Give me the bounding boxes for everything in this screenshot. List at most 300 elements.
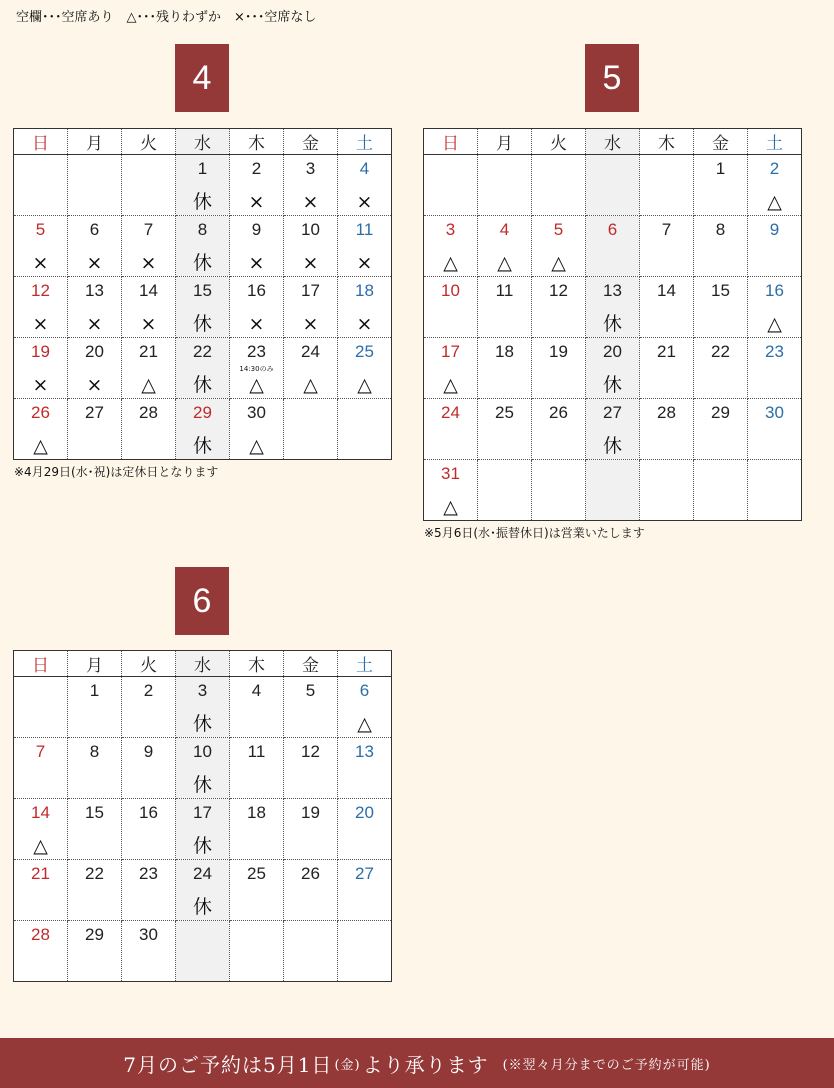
calendar-empty-cell xyxy=(478,460,532,521)
day-number: 28 xyxy=(139,403,158,422)
day-number: 12 xyxy=(31,281,50,300)
calendar-day-cell xyxy=(230,738,284,799)
weekday-header: 金 xyxy=(694,129,748,155)
day-number: 16 xyxy=(139,803,158,822)
full-mark: × xyxy=(32,252,49,274)
full-mark: × xyxy=(32,374,49,396)
few-left-mark: △ xyxy=(249,374,264,396)
closed-mark: 休 xyxy=(192,191,212,213)
calendar-day-cell xyxy=(284,216,338,277)
day-number: 6 xyxy=(89,220,100,239)
calendar-day-cell xyxy=(338,216,392,277)
calendar-empty-cell xyxy=(284,921,338,982)
calendar-week-row xyxy=(424,216,802,277)
calendar-day-cell xyxy=(122,799,176,860)
calendar-day-cell xyxy=(748,338,802,399)
calendar-day-cell xyxy=(122,338,176,399)
calendar-day-cell xyxy=(68,677,122,738)
full-mark: × xyxy=(86,374,103,396)
day-number: 27 xyxy=(355,864,374,883)
month-badge-june: 6 xyxy=(175,567,229,635)
day-number: 25 xyxy=(355,342,374,361)
weekday-header: 金 xyxy=(284,651,338,677)
calendar-day-cell xyxy=(68,921,122,982)
day-number: 24 xyxy=(441,403,460,422)
calendar-day-cell xyxy=(122,399,176,460)
day-number: 19 xyxy=(31,342,50,361)
day-number: 21 xyxy=(657,342,676,361)
time-note: 14:30のみ xyxy=(239,365,274,373)
day-number: 16 xyxy=(765,281,784,300)
full-mark: × xyxy=(302,252,319,274)
weekday-header: 土 xyxy=(338,651,392,677)
closed-mark: 休 xyxy=(192,713,212,735)
weekday-header: 日 xyxy=(14,129,68,155)
weekday-header: 月 xyxy=(68,129,122,155)
day-number: 1 xyxy=(715,159,726,178)
calendar-day-cell xyxy=(338,338,392,399)
weekday-header: 水 xyxy=(176,129,230,155)
day-number: 3 xyxy=(197,681,208,700)
calendar-day-cell xyxy=(230,799,284,860)
calendar-day-cell xyxy=(68,399,122,460)
day-number: 22 xyxy=(193,342,212,361)
closed-mark: 休 xyxy=(602,435,622,457)
calendar-day-cell xyxy=(14,921,68,982)
day-number: 25 xyxy=(495,403,514,422)
day-number: 28 xyxy=(657,403,676,422)
few-left-mark: △ xyxy=(303,374,318,396)
full-mark: × xyxy=(356,191,373,213)
day-number: 1 xyxy=(89,681,100,700)
calendar-day-cell xyxy=(176,799,230,860)
calendar-empty-cell xyxy=(338,921,392,982)
day-number: 30 xyxy=(247,403,266,422)
calendar-april xyxy=(13,128,392,460)
day-number: 3 xyxy=(305,159,316,178)
day-number: 17 xyxy=(193,803,212,822)
day-number: 2 xyxy=(143,681,154,700)
calendar-day-cell xyxy=(694,338,748,399)
day-number: 22 xyxy=(711,342,730,361)
april-footnote: ※4月29日(水･祝)は定休日となります xyxy=(14,465,219,479)
calendar-day-cell xyxy=(230,277,284,338)
calendar-day-cell xyxy=(14,216,68,277)
calendar-day-cell xyxy=(68,216,122,277)
calendar-week-row xyxy=(14,921,392,982)
calendar-day-cell xyxy=(176,677,230,738)
calendar-empty-cell xyxy=(284,399,338,460)
weekday-header: 土 xyxy=(748,129,802,155)
calendar-week-row xyxy=(14,677,392,738)
banner-main-text-2: より承ります xyxy=(362,1052,489,1077)
full-mark: × xyxy=(356,313,373,335)
day-number: 23 xyxy=(247,342,266,361)
day-number: 5 xyxy=(553,220,564,239)
closed-mark: 休 xyxy=(192,896,212,918)
calendar-day-cell xyxy=(122,677,176,738)
calendar-day-cell xyxy=(176,277,230,338)
day-number: 2 xyxy=(251,159,262,178)
calendar-day-cell xyxy=(640,338,694,399)
calendar-empty-cell xyxy=(424,155,478,216)
day-number: 19 xyxy=(549,342,568,361)
calendar-week-row xyxy=(424,338,802,399)
calendar-day-cell xyxy=(230,860,284,921)
full-mark: × xyxy=(356,252,373,274)
calendar-day-cell xyxy=(478,399,532,460)
calendar-day-cell xyxy=(586,399,640,460)
reservation-banner xyxy=(0,1038,834,1088)
day-number: 4 xyxy=(499,220,510,239)
calendar-empty-cell xyxy=(640,155,694,216)
closed-mark: 休 xyxy=(602,313,622,335)
day-number: 29 xyxy=(193,403,212,422)
calendar-empty-cell xyxy=(694,460,748,521)
day-number: 10 xyxy=(193,742,212,761)
few-left-mark: △ xyxy=(443,496,458,518)
calendar-day-cell xyxy=(230,216,284,277)
calendar-week-row xyxy=(14,860,392,921)
calendar-day-cell xyxy=(586,277,640,338)
calendar-week-row xyxy=(14,338,392,399)
day-number: 12 xyxy=(301,742,320,761)
calendar-day-cell xyxy=(122,860,176,921)
calendar-day-cell xyxy=(176,338,230,399)
calendar-day-cell xyxy=(176,738,230,799)
day-number: 27 xyxy=(85,403,104,422)
weekday-header: 水 xyxy=(586,129,640,155)
day-number: 11 xyxy=(495,281,514,300)
calendar-day-cell xyxy=(176,216,230,277)
calendar-day-cell xyxy=(176,155,230,216)
day-number: 11 xyxy=(355,220,374,239)
closed-mark: 休 xyxy=(192,313,212,335)
day-number: 8 xyxy=(715,220,726,239)
day-number: 30 xyxy=(139,925,158,944)
month-badge-april: 4 xyxy=(175,44,229,112)
calendar-day-cell xyxy=(284,677,338,738)
day-number: 6 xyxy=(607,220,618,239)
day-number: 16 xyxy=(247,281,266,300)
day-number: 12 xyxy=(549,281,568,300)
day-number: 23 xyxy=(765,342,784,361)
calendar-day-cell xyxy=(424,338,478,399)
calendar-day-cell xyxy=(694,399,748,460)
calendar-day-cell xyxy=(478,216,532,277)
calendar-day-cell xyxy=(122,216,176,277)
calendar-day-cell xyxy=(532,338,586,399)
weekday-header-row xyxy=(424,129,802,155)
weekday-header: 金 xyxy=(284,129,338,155)
full-mark: × xyxy=(302,191,319,213)
day-number: 13 xyxy=(603,281,622,300)
day-number: 15 xyxy=(193,281,212,300)
day-number: 5 xyxy=(305,681,316,700)
day-number: 14 xyxy=(31,803,50,822)
day-number: 7 xyxy=(143,220,154,239)
calendar-week-row xyxy=(14,216,392,277)
calendar-day-cell xyxy=(122,921,176,982)
full-mark: × xyxy=(140,252,157,274)
calendar-week-row xyxy=(14,399,392,460)
day-number: 17 xyxy=(301,281,320,300)
day-number: 18 xyxy=(355,281,374,300)
calendar-day-cell xyxy=(748,216,802,277)
calendar-week-row xyxy=(14,799,392,860)
calendar-day-cell xyxy=(532,216,586,277)
weekday-header: 火 xyxy=(122,651,176,677)
calendar-day-cell xyxy=(640,277,694,338)
calendar-empty-cell xyxy=(640,460,694,521)
calendar-day-cell xyxy=(748,399,802,460)
calendar-week-row xyxy=(424,399,802,460)
calendar-day-cell xyxy=(586,216,640,277)
calendar-day-cell xyxy=(338,860,392,921)
few-left-mark: △ xyxy=(767,191,782,213)
few-left-mark: △ xyxy=(767,313,782,335)
calendar-day-cell xyxy=(338,155,392,216)
calendar-day-cell xyxy=(14,399,68,460)
few-left-mark: △ xyxy=(443,374,458,396)
few-left-mark: △ xyxy=(551,252,566,274)
day-number: 9 xyxy=(143,742,154,761)
closed-mark: 休 xyxy=(192,774,212,796)
calendar-day-cell xyxy=(478,277,532,338)
closed-mark: 休 xyxy=(192,835,212,857)
weekday-header: 木 xyxy=(230,129,284,155)
day-number: 29 xyxy=(85,925,104,944)
closed-mark: 休 xyxy=(192,435,212,457)
calendar-week-row xyxy=(14,277,392,338)
closed-mark: 休 xyxy=(192,374,212,396)
calendar-empty-cell xyxy=(586,460,640,521)
day-number: 7 xyxy=(35,742,46,761)
calendar-day-cell xyxy=(122,738,176,799)
calendar-day-cell xyxy=(478,338,532,399)
month-badge-may: 5 xyxy=(585,44,639,112)
few-left-mark: △ xyxy=(357,374,372,396)
day-number: 11 xyxy=(247,742,266,761)
full-mark: × xyxy=(86,313,103,335)
calendar-day-cell xyxy=(640,399,694,460)
calendar-empty-cell xyxy=(14,155,68,216)
calendar-day-cell xyxy=(68,860,122,921)
day-number: 15 xyxy=(85,803,104,822)
day-number: 17 xyxy=(441,342,460,361)
calendar-day-cell xyxy=(338,677,392,738)
weekday-header: 月 xyxy=(478,129,532,155)
day-number: 9 xyxy=(769,220,780,239)
day-number: 4 xyxy=(359,159,370,178)
calendar-day-cell xyxy=(640,216,694,277)
day-number: 15 xyxy=(711,281,730,300)
few-left-mark: △ xyxy=(443,252,458,274)
day-number: 10 xyxy=(441,281,460,300)
day-number: 20 xyxy=(85,342,104,361)
full-mark: × xyxy=(32,313,49,335)
day-number: 10 xyxy=(301,220,320,239)
calendar-week-row xyxy=(14,738,392,799)
calendar-empty-cell xyxy=(14,677,68,738)
calendar-day-cell xyxy=(424,216,478,277)
calendar-empty-cell xyxy=(230,921,284,982)
calendar-day-cell xyxy=(532,277,586,338)
calendar-week-row xyxy=(424,155,802,216)
calendar-day-cell xyxy=(14,738,68,799)
weekday-header: 火 xyxy=(122,129,176,155)
calendar-day-cell xyxy=(176,399,230,460)
closed-mark: 休 xyxy=(602,374,622,396)
full-mark: × xyxy=(248,191,265,213)
few-left-mark: △ xyxy=(33,835,48,857)
calendar-empty-cell xyxy=(586,155,640,216)
calendar-day-cell xyxy=(532,399,586,460)
day-number: 5 xyxy=(35,220,46,239)
calendar-day-cell xyxy=(284,738,338,799)
day-number: 7 xyxy=(661,220,672,239)
full-mark: × xyxy=(302,313,319,335)
calendar-empty-cell xyxy=(748,460,802,521)
few-left-mark: △ xyxy=(357,713,372,735)
calendar-empty-cell xyxy=(68,155,122,216)
banner-note: (※翌々月分までのご予約が可能) xyxy=(502,1057,711,1073)
calendar-day-cell xyxy=(230,155,284,216)
calendar-empty-cell xyxy=(176,921,230,982)
full-mark: × xyxy=(248,313,265,335)
day-number: 9 xyxy=(251,220,262,239)
weekday-header-row xyxy=(14,129,392,155)
day-number: 6 xyxy=(359,681,370,700)
calendar-day-cell xyxy=(284,860,338,921)
few-left-mark: △ xyxy=(249,435,264,457)
calendar-week-row xyxy=(424,460,802,521)
day-number: 18 xyxy=(247,803,266,822)
day-number: 1 xyxy=(197,159,208,178)
calendar-day-cell xyxy=(748,277,802,338)
full-mark: × xyxy=(248,252,265,274)
day-number: 23 xyxy=(139,864,158,883)
full-mark: × xyxy=(86,252,103,274)
day-number: 26 xyxy=(301,864,320,883)
calendar-day-cell xyxy=(68,338,122,399)
calendar-empty-cell xyxy=(478,155,532,216)
calendar-may xyxy=(423,128,802,521)
day-number: 2 xyxy=(769,159,780,178)
calendar-day-cell xyxy=(284,277,338,338)
day-number: 22 xyxy=(85,864,104,883)
day-number: 27 xyxy=(603,403,622,422)
day-number: 14 xyxy=(139,281,158,300)
weekday-header: 日 xyxy=(424,129,478,155)
day-number: 13 xyxy=(85,281,104,300)
calendar-day-cell xyxy=(68,738,122,799)
calendar-day-cell xyxy=(338,799,392,860)
weekday-header: 月 xyxy=(68,651,122,677)
closed-mark: 休 xyxy=(192,252,212,274)
day-number: 19 xyxy=(301,803,320,822)
weekday-header: 土 xyxy=(338,129,392,155)
calendar-day-cell xyxy=(586,338,640,399)
day-number: 13 xyxy=(355,742,374,761)
few-left-mark: △ xyxy=(33,435,48,457)
calendar-day-cell xyxy=(14,277,68,338)
calendar-day-cell xyxy=(230,338,284,399)
calendar-day-cell xyxy=(230,399,284,460)
calendar-empty-cell xyxy=(532,155,586,216)
few-left-mark: △ xyxy=(141,374,156,396)
day-number: 26 xyxy=(31,403,50,422)
banner-main-text: 7月のご予約は5月1日 xyxy=(123,1052,333,1077)
calendar-day-cell xyxy=(14,799,68,860)
may-footnote: ※5月6日(水･振替休日)は営業いたします xyxy=(424,526,645,540)
day-number: 3 xyxy=(445,220,456,239)
day-number: 24 xyxy=(193,864,212,883)
availability-legend: 空欄･･･空席あり △･･･残りわずか ×･･･空席なし xyxy=(16,10,317,25)
calendar-week-row xyxy=(14,155,392,216)
calendar-day-cell xyxy=(694,216,748,277)
full-mark: × xyxy=(140,313,157,335)
day-number: 30 xyxy=(765,403,784,422)
calendar-june xyxy=(13,650,392,982)
day-number: 8 xyxy=(89,742,100,761)
weekday-header-row xyxy=(14,651,392,677)
weekday-header: 木 xyxy=(230,651,284,677)
weekday-header: 日 xyxy=(14,651,68,677)
day-number: 20 xyxy=(603,342,622,361)
calendar-empty-cell xyxy=(532,460,586,521)
day-number: 24 xyxy=(301,342,320,361)
calendar-day-cell xyxy=(122,277,176,338)
calendar-day-cell xyxy=(748,155,802,216)
day-number: 29 xyxy=(711,403,730,422)
weekday-header: 水 xyxy=(176,651,230,677)
calendar-day-cell xyxy=(284,799,338,860)
day-number: 14 xyxy=(657,281,676,300)
calendar-day-cell xyxy=(284,338,338,399)
calendar-day-cell xyxy=(424,460,478,521)
weekday-header: 火 xyxy=(532,129,586,155)
day-number: 25 xyxy=(247,864,266,883)
calendar-day-cell xyxy=(68,799,122,860)
calendar-day-cell xyxy=(338,277,392,338)
day-number: 26 xyxy=(549,403,568,422)
banner-weekday: (金) xyxy=(334,1057,361,1073)
calendar-day-cell xyxy=(694,277,748,338)
calendar-day-cell xyxy=(284,155,338,216)
day-number: 4 xyxy=(251,681,262,700)
day-number: 31 xyxy=(441,464,460,483)
calendar-day-cell xyxy=(176,860,230,921)
few-left-mark: △ xyxy=(497,252,512,274)
day-number: 21 xyxy=(31,864,50,883)
calendar-empty-cell xyxy=(122,155,176,216)
weekday-header: 木 xyxy=(640,129,694,155)
day-number: 21 xyxy=(139,342,158,361)
calendar-day-cell xyxy=(694,155,748,216)
calendar-day-cell xyxy=(14,338,68,399)
calendar-day-cell xyxy=(424,277,478,338)
day-number: 8 xyxy=(197,220,208,239)
calendar-day-cell xyxy=(68,277,122,338)
calendar-day-cell xyxy=(338,738,392,799)
day-number: 18 xyxy=(495,342,514,361)
day-number: 20 xyxy=(355,803,374,822)
calendar-day-cell xyxy=(230,677,284,738)
calendar-day-cell xyxy=(424,399,478,460)
calendar-empty-cell xyxy=(338,399,392,460)
calendar-week-row xyxy=(424,277,802,338)
